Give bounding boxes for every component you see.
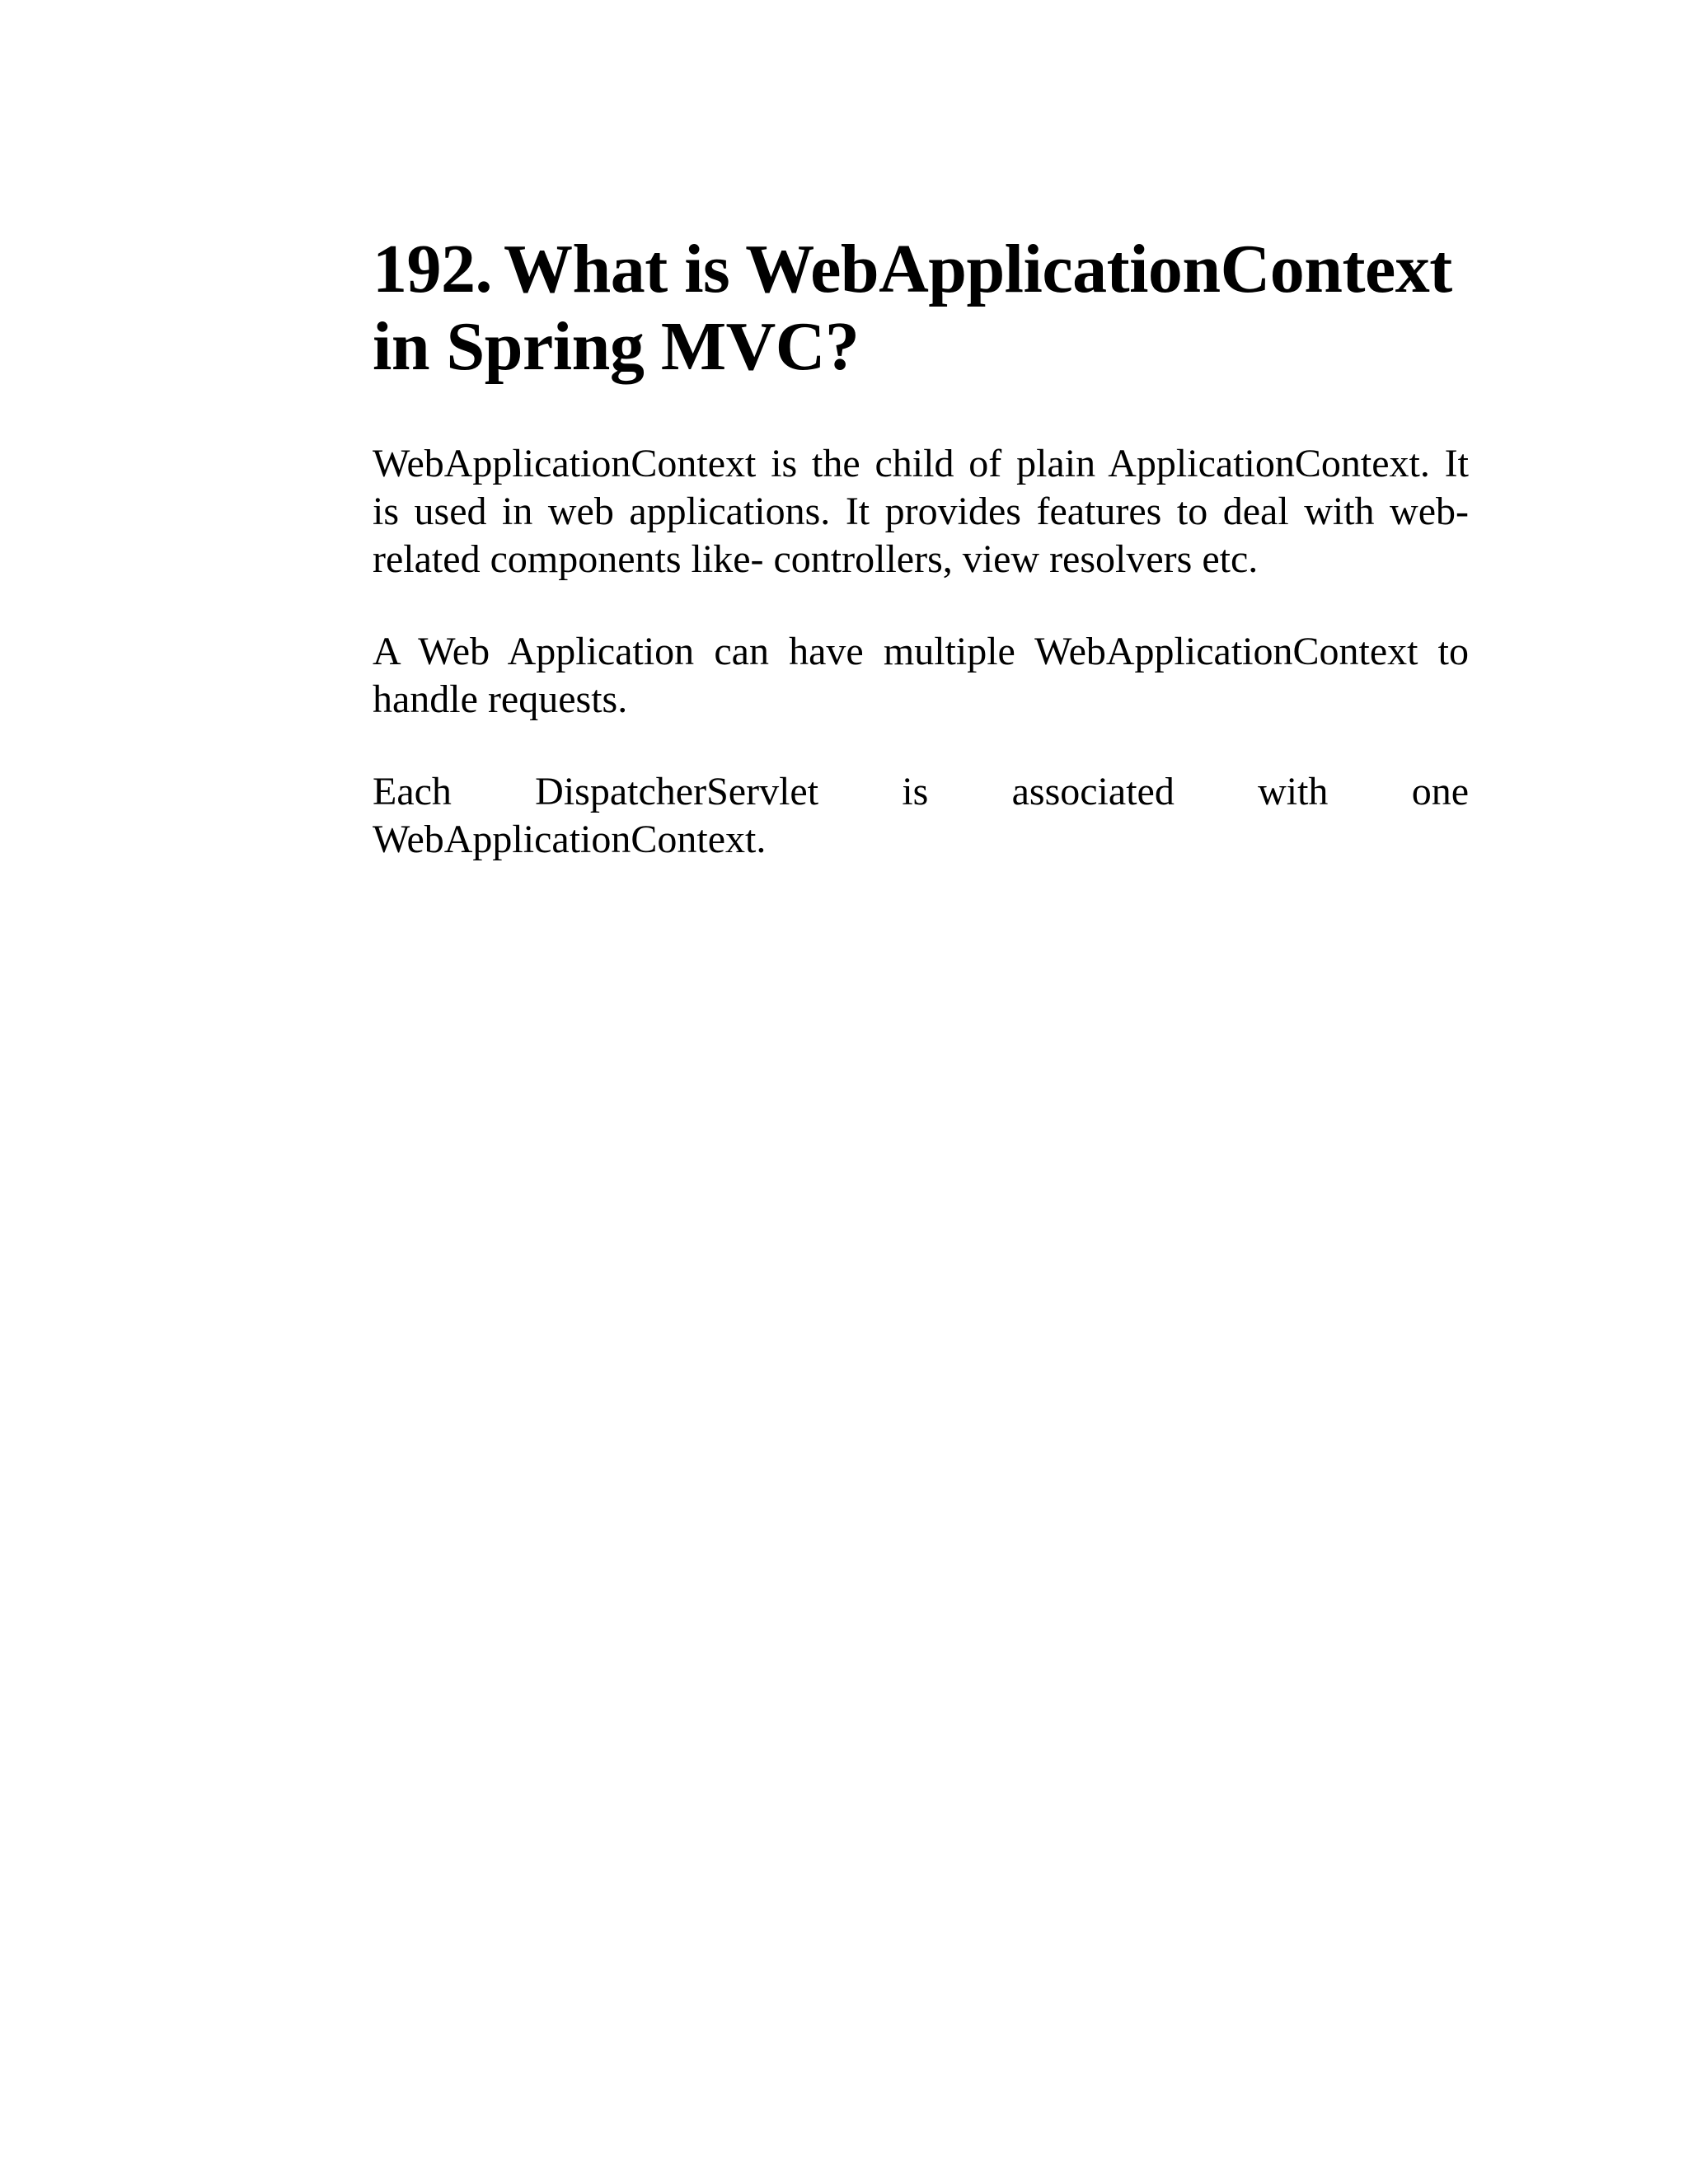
paragraph-dispatcher-servlet: Each DispatcherServlet is associated with one WebApplicationContext. bbox=[373, 770, 1469, 861]
question-heading bbox=[373, 231, 1469, 386]
question-number: 192. bbox=[373, 231, 492, 307]
question-title: What is WebApplicationContext in Spring MVC? bbox=[373, 231, 1452, 385]
paragraph-definition: WebApplicationContext is the child of plain ApplicationContext. It is used in web applications. It provides features to deal with web-related components like- controllers, view resolvers etc. bbox=[373, 442, 1469, 581]
paragraph-multiple-contexts: A Web Application can have multiple WebApplicationContext to handle requests. bbox=[373, 630, 1469, 721]
page-content bbox=[373, 231, 1469, 864]
